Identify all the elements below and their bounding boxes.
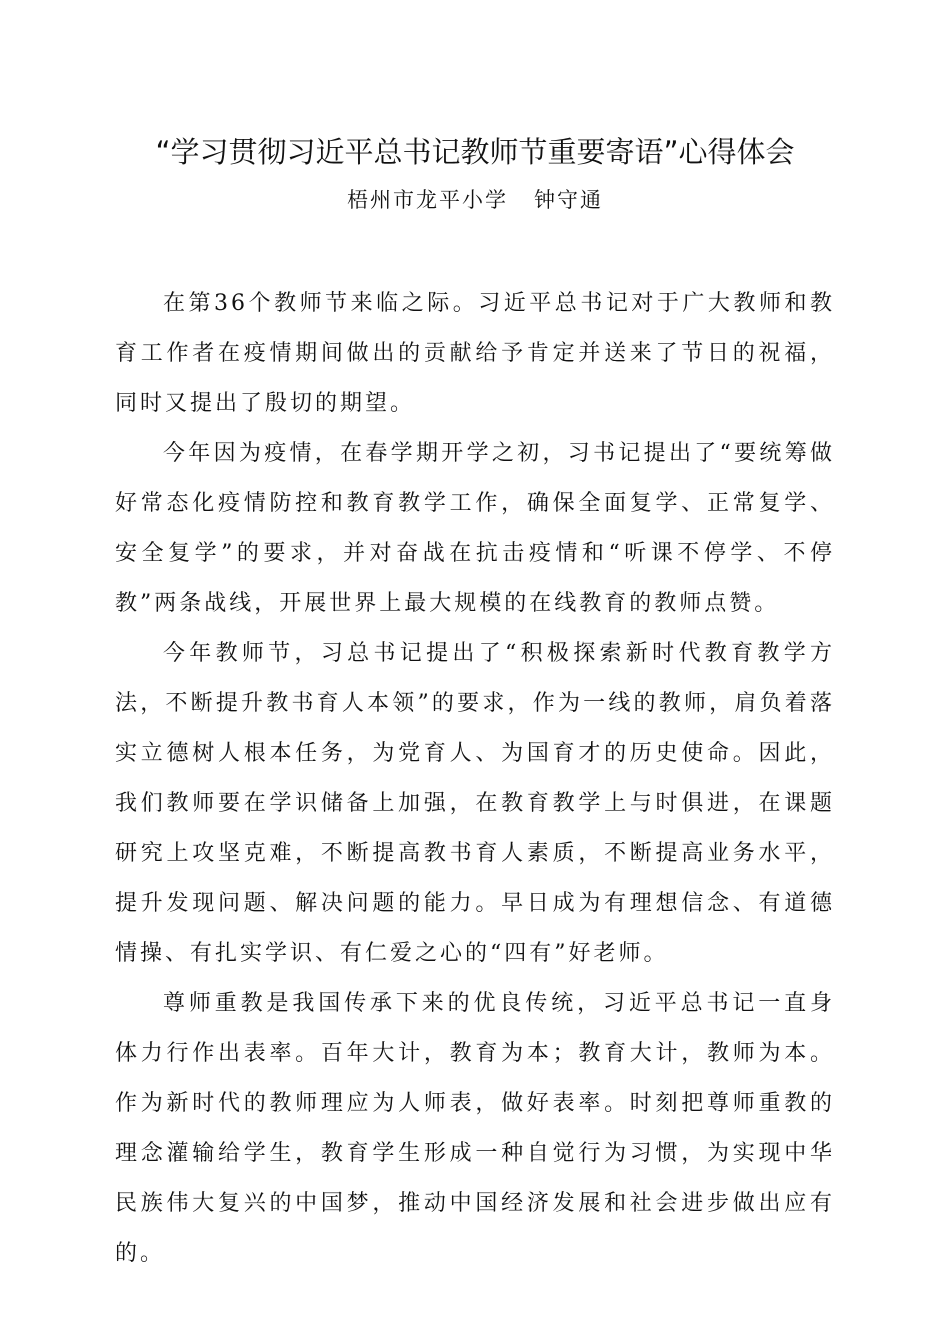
- body-paragraph-1: 在第36个教师节来临之际。习近平总书记对于广大教师和教育工作者在疫情期间做出的贡献给予肯定并送来了节日的祝福，同时又提出了殷切的期望。: [115, 291, 835, 416]
- body-paragraph-4: 尊师重教是我国传承下来的优良传统，习近平总书记一直身体力行作出表率。百年大计，教育为本；教育大计，教师为本。作为新时代的教师理应为人师表，做好表率。时刻把尊师重教的理念灌输给学生，教育学生形成一种自觉行为习惯，为实现中华民族伟大复兴的中国梦，推动中国经济发展和社会进步做出应有的。: [115, 991, 835, 1266]
- document-title: “学习贯彻习近平总书记教师节重要寄语”心得体会: [155, 135, 795, 169]
- body-paragraph-2: 今年因为疫情，在春学期开学之初，习书记提出了“要统筹做好常态化疫情防控和教育教学工作，确保全面复学、正常复学、安全复学”的要求，并对奋战在抗击疫情和“听课不停学、不停教”两条战线，开展世界上最大规模的在线教育的教师点赞。: [115, 441, 835, 616]
- body-paragraph-3: 今年教师节，习总书记提出了“积极探索新时代教育教学方法，不断提升教书育人本领”的要求，作为一线的教师，肩负着落实立德树人根本任务，为党育人、为国育才的历史使命。因此，我们教师要在学识储备上加强，在教育教学上与时俱进，在课题研究上攻坚克难，不断提高教书育人素质，不断提高业务水平，提升发现问题、解决问题的能力。早日成为有理想信念、有道德情操、有扎实学识、有仁爱之心的“四有”好老师。: [115, 641, 835, 966]
- author-byline: 梧州市龙平小学 钟守通: [346, 188, 604, 212]
- document-body: [115, 279, 835, 1279]
